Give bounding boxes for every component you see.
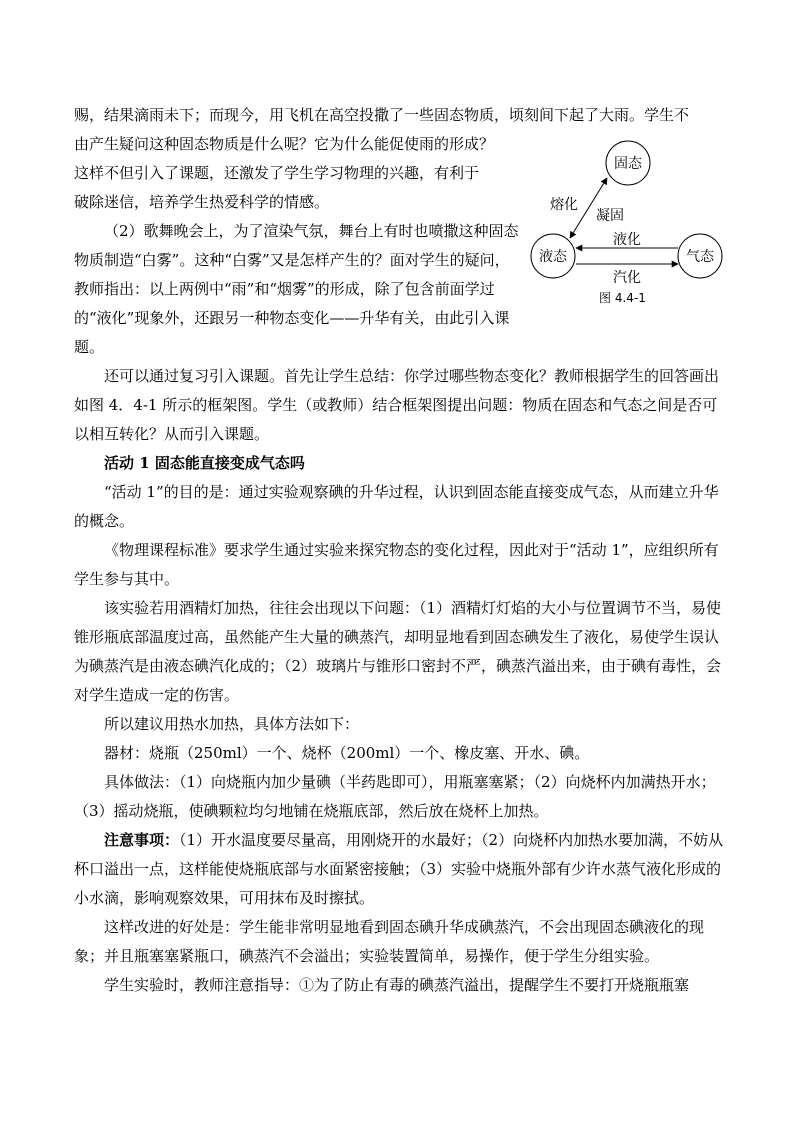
- gas-label: 气态: [686, 249, 714, 265]
- paragraph-problems: 该实验若用酒精灯加热，往往会出现以下问题：（1）酒精灯灯焰的大小与位置调节不当，易使锥形瓶底部温度过高，虽然能产生大量的碘蒸汽，却明显地看到固态碘发生了液化，易使学生误认为碘蒸汽是由液态碘汽化成的；（2）玻璃片与锥形口密封不严，碘蒸汽溢出来，由于碘有毒性，会对学生造成一定的伤害。: [74, 599, 722, 704]
- notes-text: （1）开水温度要尽量高，用刚烧开的水最好；（2）向烧杯内加热水要加满，不妨从杯口溢出一点，这样能使烧瓶底部与水面紧密接触；（3）实验中烧瓶外部有少许水蒸气液化形成的小水滴，影响观察效果，可用抹布及时擦拭。: [74, 831, 724, 907]
- solid-label: 固态: [614, 156, 642, 172]
- paragraph-materials: 器材：烧瓶（250ml）一个、烧杯（200ml）一个、橡皮塞、开水、碘。: [104, 744, 590, 762]
- paragraph-guidance: 学生实验时，教师注意指导：①为了防止有毒的碘蒸汽溢出，提醒学生不要打开烧瓶瓶塞: [104, 976, 690, 994]
- paragraph-curriculum: 《物理课程标准》要求学生通过实验来探究物态的变化过程，因此对于“活动 1”，应组织所有学生参与其中。: [74, 541, 719, 588]
- paragraph-review-intro: 还可以通过复习引入课题。首先让学生总结：你学过哪些物态变化？教师根据学生的回答画出如图 4．4-1 所示的框架图。学生（或教师）结合框架图提出问题：物质在固态和气态之间是否可以相互转化？从而引入课题。: [74, 367, 720, 443]
- solidification-label: 凝固: [596, 208, 624, 224]
- notes-label: 注意事项：: [104, 831, 180, 849]
- state-change-diagram: [520, 140, 730, 310]
- paragraph-procedure: 具体做法：（1）向烧瓶内加少量碘（半药匙即可），用瓶塞塞紧；（2）向烧杯内加满热开水；（3）摇动烧瓶，使碘颗粒均匀地铺在烧瓶底部，然后放在烧杯上加热。: [74, 773, 716, 820]
- paragraph-activity-goal: “活动 1”的目的是：通过实验观察碘的升华过程，认识到固态能直接变成气态，从而建立升华的概念。: [74, 483, 719, 530]
- paragraph-line: 破除迷信，培养学生热爱科学的情感。: [74, 193, 330, 211]
- section-heading: 活动 1 固态能直接变成气态吗: [104, 454, 305, 472]
- liquid-label: 液态: [539, 249, 567, 265]
- paragraph-line: 这样不但引入了课题，还激发了学生学习物理的兴趣，有利于: [74, 164, 480, 182]
- paragraph-notes: [74, 826, 724, 913]
- vaporization-label: 汽化: [613, 270, 641, 286]
- paragraph-line: 由产生疑问这种固态物质是什么呢？它为什么能促使雨的形成？: [74, 135, 495, 153]
- state-change-svg: [520, 140, 730, 310]
- liquefaction-label: 液化: [613, 232, 641, 248]
- paragraph-stage-fog: （2）歌舞晚会上，为了渲染气氛，舞台上有时也喷撒这种固态物质制造“白雾”。这种“白雾”又是怎样产生的？面对学生的疑问，教师指出：以上两例中“雨”和“烟雾”的形成，除了包含前面学过的“液化”现象外，还跟另一种物态变化——升华有关，由此引入课题。: [74, 222, 519, 356]
- paragraph-suggestion: 所以建议用热水加热，具体方法如下：: [104, 715, 360, 733]
- paragraph-line: 赐，结果滴雨未下；而现今，用飞机在高空投撒了一些固态物质，顷刻间下起了大雨。学生不: [74, 106, 690, 124]
- melting-label: 熔化: [550, 197, 578, 213]
- paragraph-benefits: 这样改进的好处是：学生能非常明显地看到固态碘升华成碘蒸汽，不会出现固态碘液化的现象；并且瓶塞塞紧瓶口，碘蒸汽不会溢出；实验装置简单，易操作，便于学生分组实验。: [74, 918, 705, 965]
- figure-caption: 图 4.4-1: [599, 291, 646, 305]
